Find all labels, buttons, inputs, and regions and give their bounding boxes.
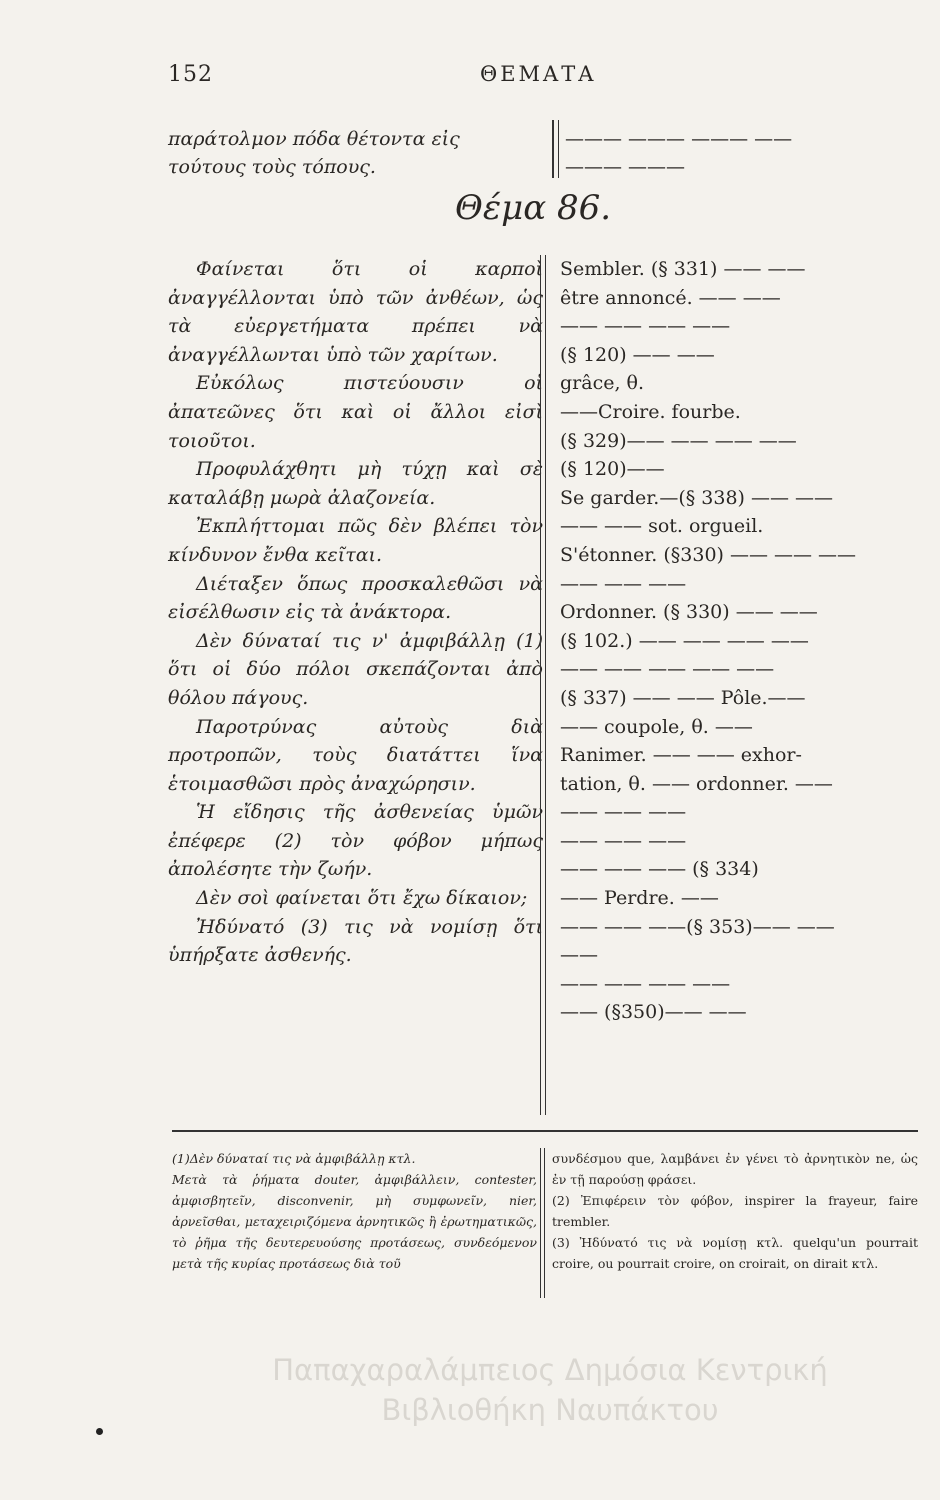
running-title: ΘΕΜΑΤΑ <box>480 62 597 86</box>
vocab-line: (§ 120) —— —— <box>560 343 715 366</box>
greek-paragraph: Δὲν σοὶ φαίνεται ὅτι ἔχω δίκαιον; <box>196 887 528 910</box>
vocab-line: —— <box>560 944 598 967</box>
footnote: (3) Ἠδύνατό τις νὰ νομίσῃ κτλ. quelqu'un pourrait croire, ou pourrait croire, on croirait, on dirait κτλ. <box>552 1235 918 1271</box>
vocab-line: grâce, θ. <box>560 372 645 395</box>
footnote: (2) Ἐπιφέρειν τὸν φόβον, inspirer la frayeur, faire trembler. <box>552 1193 918 1229</box>
continuation-dash-line-2: ——— ——— <box>565 156 686 178</box>
footnote-rule <box>172 1130 918 1132</box>
vocab-line: (§ 120)—— <box>560 458 665 481</box>
vocab-line: (§ 337) —— —— Pôle.—— <box>560 686 806 709</box>
greek-paragraph: Ἐκπλήττομαι πῶς δὲν βλέπει τὸν κίνδυνον ἔνθα κεῖται. <box>168 515 543 566</box>
vocab-line: —— —— —— <box>560 572 687 595</box>
vocab-line: Ordonner. (§ 330) —— —— <box>560 601 818 624</box>
vocab-line: —— —— —— —— <box>560 972 731 995</box>
vocab-line: S'étonner. (§330) —— —— —— <box>560 543 857 566</box>
library-watermark <box>170 1350 930 1430</box>
vocab-line: —— Perdre. —— <box>560 887 719 910</box>
vocab-line: —— —— —— —— <box>560 315 731 338</box>
vocab-line: —— coupole, θ. —— <box>560 715 753 738</box>
greek-paragraph: Διέταξεν ὅπως προσκαλεθῶσι νὰ εἰσέλθωσιν εἰς τὰ ἀνάκτορα. <box>168 572 543 624</box>
greek-paragraph: Παροτρύνας αὐτοὺς διὰ προτροπῶν, τοὺς διατάττει ἵνα ἑτοιμασθῶσι πρὸς ἀναχώρησιν. <box>168 715 543 795</box>
vocab-line: ——Croire. fourbe. <box>560 400 741 423</box>
continuation-dashes <box>565 125 805 181</box>
footnote: (1)Δὲν δύναταί τις νὰ ἀμφιβάλλῃ κτλ. <box>172 1151 416 1166</box>
greek-paragraph: Δὲν δύναταί τις ν' ἀμφιβάλλῃ (1) ὅτι οἱ δύο πόλοι σκεπάζονται ἀπὸ θόλου πάγους. <box>168 629 543 709</box>
greek-column <box>168 255 543 970</box>
french-vocabulary-column <box>560 255 920 1027</box>
vocab-line: —— —— —— <box>560 801 687 824</box>
footnote: Μετὰ τὰ ῥήματα douter, ἀμφιβάλλειν, contester, ἀμφισβητεῖν, disconvenir, μὴ συμφωνεῖν, nier, ἀρνεῖσθαι, μεταχειριζόμενα ἀρνητικῶς ἢ ἐρωτηματικῶς, τὸ ῥῆμα τῆς δευτερευούσης προτάσεως, συνδεόμενον μετὰ τῆς κυρίας προτάσεως διὰ τοῦ <box>172 1172 537 1271</box>
vocab-line: (§ 102.) —— —— —— —— <box>560 629 809 652</box>
vocab-line: Ranimer. —— —— exhor- <box>560 744 802 767</box>
page-number: 152 <box>168 62 213 87</box>
continuation-line-2: τούτους τοὺς τόπους. <box>168 156 376 178</box>
ink-dot <box>96 1428 103 1435</box>
vocab-line: —— —— —— <box>560 829 687 852</box>
watermark-line-2: Βιβλιοθήκη Ναυπάκτου <box>381 1393 719 1427</box>
footnotes-right <box>552 1148 918 1274</box>
greek-paragraph: Προφυλάχθητι μὴ τύχῃ καὶ σὲ καταλάβῃ μωρὰ ἀλαζονεία. <box>168 458 543 509</box>
greek-paragraph: Ἠδύνατό (3) τις νὰ νομίσῃ ὅτι ὑπήρξατε ἀσθενής. <box>168 915 543 967</box>
continuation-text <box>168 125 553 181</box>
greek-paragraph: Φαίνεται ὅτι οἱ καρποὶ ἀναγγέλλονται ὑπὸ τῶν ἀνθέων, ὡς τὰ εὐεργετήματα πρέπει νὰ ἀναγγέλλωνται ὑπὸ τῶν χαρίτων. <box>168 258 543 366</box>
column-divider-top <box>552 120 559 178</box>
vocab-line: —— —— —— —— —— <box>560 658 775 681</box>
footnotes-left <box>172 1148 537 1274</box>
vocab-line: —— —— —— (§ 334) <box>560 858 759 881</box>
vocab-line: Sembler. (§ 331) —— —— <box>560 258 806 280</box>
continuation-line-1: παράτολμον πόδα θέτοντα εἰς <box>168 128 460 150</box>
continuation-dash-line-1: ——— ——— ——— —— <box>565 128 793 150</box>
greek-paragraph: Εὐκόλως πιστεύουσιν οἱ ἀπατεῶνες ὅτι καὶ οἱ ἄλλοι εἰσὶ τοιοῦτοι. <box>168 372 543 452</box>
footnote-divider <box>540 1148 545 1298</box>
greek-paragraph: Ἡ εἴδησις τῆς ἀσθενείας ὑμῶν ἐπέφερε (2) τὸν φόβον μήπως ἀπολέσητε τὴν ζωήν. <box>168 801 543 881</box>
vocab-line: Se garder.—(§ 338) —— —— <box>560 486 834 509</box>
column-divider <box>540 255 546 1115</box>
vocab-line: —— —— ——(§ 353)—— —— <box>560 915 835 938</box>
theme-title: Θέμα 86. <box>455 188 612 228</box>
footnote: συνδέσμου que, λαμβάνει ἐν γένει τὸ ἀρνητικὸν ne, ὡς ἐν τῇ παρούσῃ φράσει. <box>552 1151 918 1187</box>
vocab-line: —— (§350)—— —— <box>560 1001 747 1024</box>
vocab-line: (§ 329)—— —— —— —— <box>560 429 797 452</box>
vocab-line: être annoncé. —— —— <box>560 286 781 309</box>
vocab-line: tation, θ. —— ordonner. —— <box>560 772 833 795</box>
vocab-line: —— —— sot. orgueil. <box>560 515 764 538</box>
watermark-line-1: Παπαχαραλάμπειος Δημόσια Κεντρική <box>272 1353 828 1387</box>
running-head <box>168 62 768 92</box>
